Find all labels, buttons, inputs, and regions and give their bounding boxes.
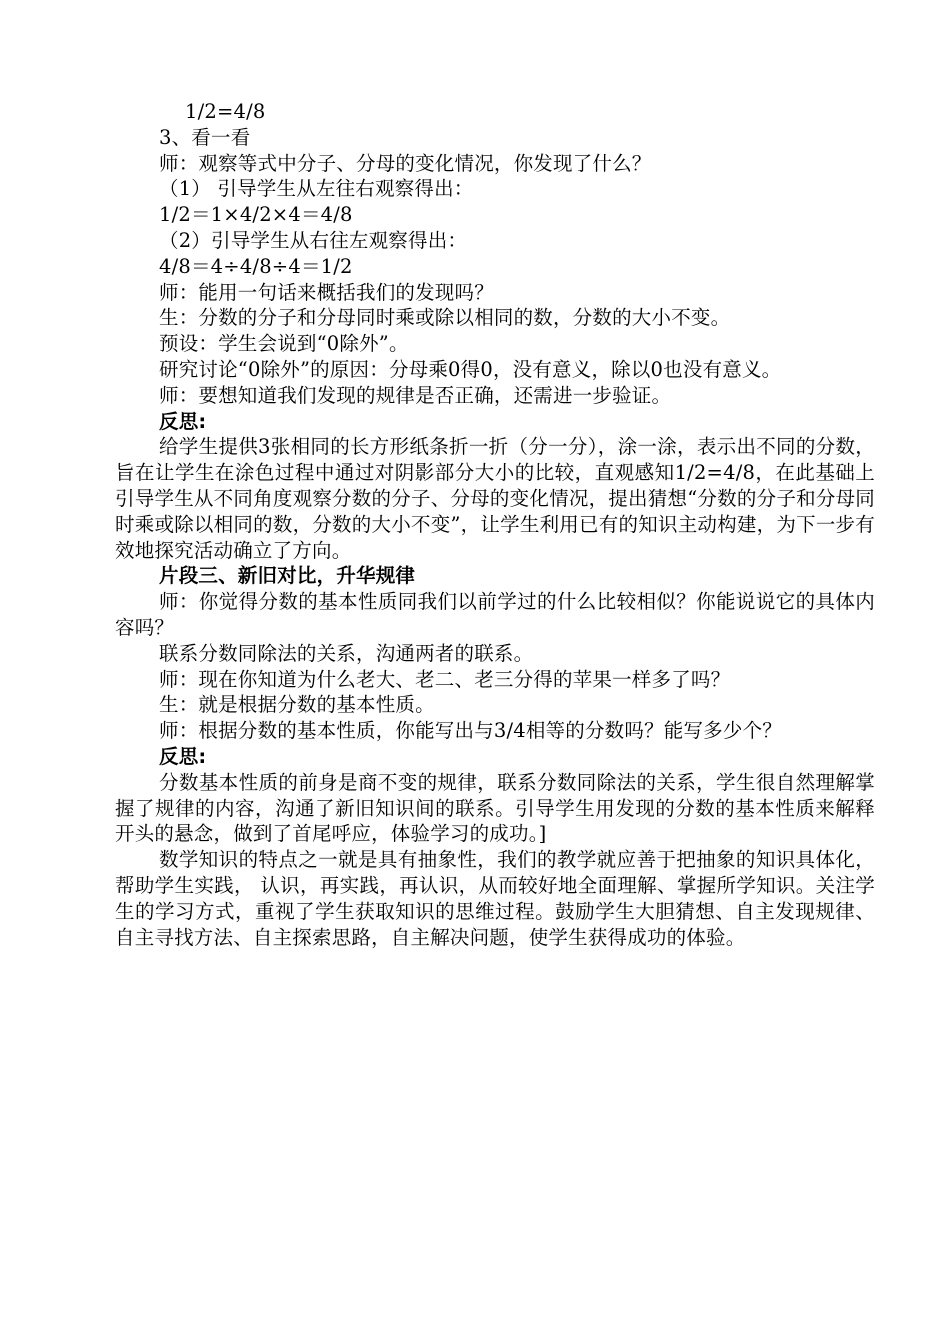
teacher-line: 师：观察等式中分子、分母的变化情况，你发现了什么？: [159, 151, 652, 175]
section-heading: 片段三、新旧对比，升华规律: [159, 564, 416, 588]
step-heading: 3、看一看: [159, 125, 251, 149]
teacher-line: 师：根据分数的基本性质，你能写出与3/4相等的分数吗？能写多少个？: [159, 719, 782, 743]
equation-line: 4/8＝4÷4/8÷4＝1/2: [159, 254, 353, 278]
guide-line: （1） 引导学生从左往右观察得出：: [159, 177, 474, 201]
teacher-paragraph: 师：你觉得分数的基本性质同我们以前学过的什么比较相似？你能说说它的具体内容吗？: [115, 590, 875, 639]
equation-line: 1/2=4/8: [185, 100, 266, 123]
guide-line: （2）引导学生从右往左观察得出：: [159, 228, 468, 252]
discussion-line: 研究讨论“0除外”的原因：分母乘0得0，没有意义，除以0也没有意义。: [159, 357, 782, 381]
teacher-line: 师：现在你知道为什么老大、老二、老三分得的苹果一样多了吗？: [159, 667, 731, 691]
teacher-line: 师：要想知道我们发现的规律是否正确，还需进一步验证。: [159, 383, 672, 407]
connection-line: 联系分数同除法的关系，沟通两者的联系。: [159, 641, 534, 665]
summary-paragraph: 数学知识的特点之一就是具有抽象性，我们的教学就应善于把抽象的知识具体化，帮助学生实践， 认识，再实践，再认识，从而较好地全面理解、掌握所学知识。关注学生的学习方式，重视了学生获取知识的思维过程。鼓励学生大胆猜想、自主发现规律、自主寻找方法、自主探索思路，自主解决问题，使学生获得成功的体验。: [115, 848, 875, 949]
student-line: 生：就是根据分数的基本性质。: [159, 693, 435, 717]
reflection-heading: 反思:: [159, 409, 207, 433]
student-line: 生：分数的分子和分母同时乘或除以相同的数，分数的大小不变。: [159, 306, 731, 330]
teacher-line: 师：能用一句话来概括我们的发现吗？: [159, 280, 494, 304]
document-body: [115, 99, 875, 950]
preset-line: 预设：学生会说到“0除外”。: [159, 332, 409, 356]
reflection-paragraph: 分数基本性质的前身是商不变的规律，联系分数同除法的关系，学生很自然理解掌握了规律的内容，沟通了新旧知识间的联系。引导学生用发现的分数的基本性质来解释开头的悬念，做到了首尾呼应，体验学习的成功。]: [115, 770, 875, 846]
reflection-heading: 反思:: [159, 744, 207, 768]
reflection-paragraph: 给学生提供3张相同的长方形纸条折一折（分一分），涂一涂，表示出不同的分数，旨在让学生在涂色过程中通过对阴影部分大小的比较，直观感知1/2=4/8，在此基础上引导学生从不同角度观察分数的分子、分母的变化情况，提出猜想“分数的分子和分母同时乘或除以相同的数，分数的大小不变”，让学生利用已有的知识主动构建，为下一步有效地探究活动确立了方向。: [115, 435, 875, 562]
equation-line: 1/2＝1×4/2×4＝4/8: [159, 203, 353, 227]
